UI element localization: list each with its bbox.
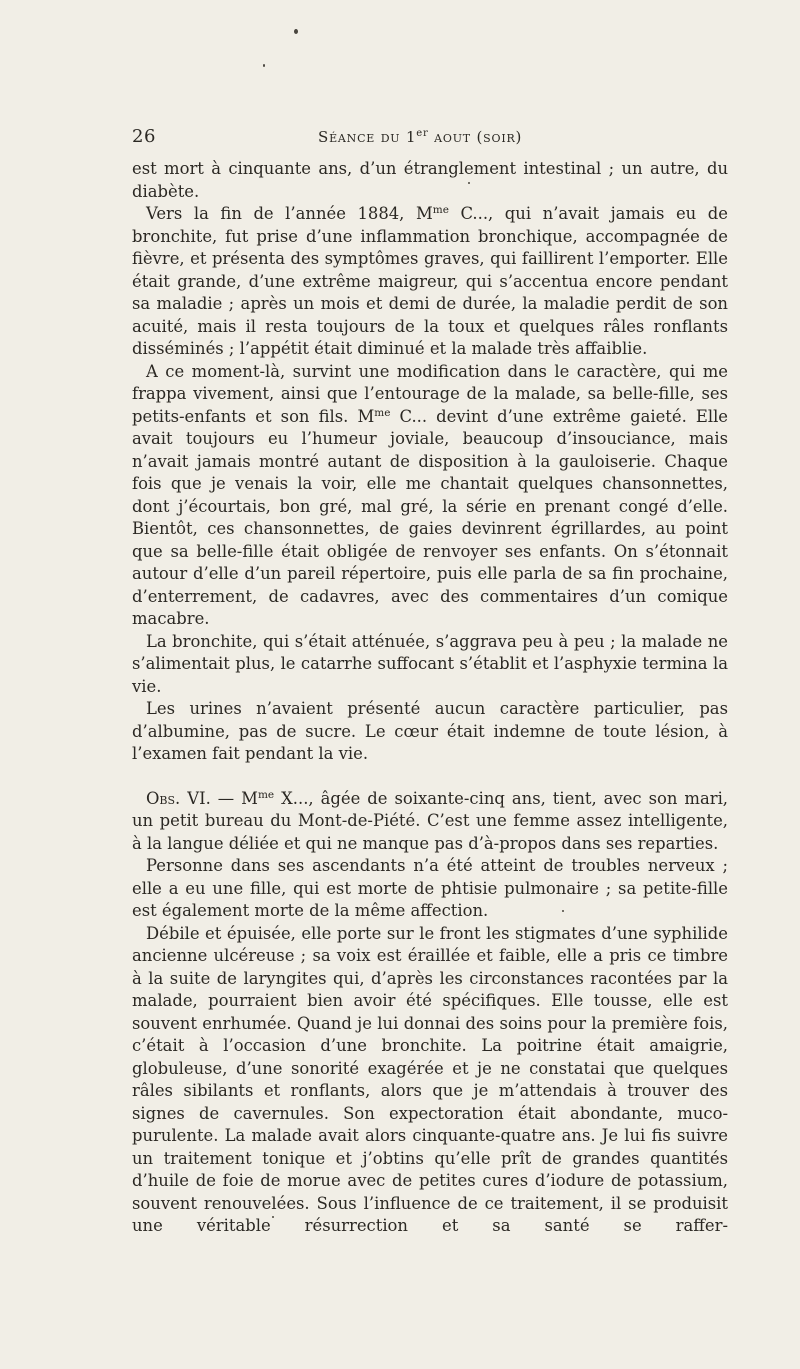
paragraph: Vers la fin de l’année 1884, $M^{me}$ C..., qui n’avait jamais eu de bronchite, fut prise d’une inflammation bronchique, accompagnée de fièvre, et présenta des symptômes graves, qui faillirent l’emporter. Elle était grande, d’une extrême maigreur, qui s’accentua encore pendant sa maladie ; après un mois et demi de durée, la maladie perdit de son acuité, mais il resta toujours de la toux et quelques râles ronflants disséminés ; l’appétit était diminué et la malade très affaiblie. — [132, 204, 728, 358]
body-text — [132, 158, 728, 1238]
running-title-part1: Séance du 1 — [318, 128, 417, 146]
running-title — [318, 128, 522, 146]
paragraph: Débile et épuisée, elle porte sur le front les stigmates d’une syphilide ancienne ulcéreuse ; sa voix est éraillée et faible, elle a pris ce timbre à la suite de laryngites qui, d’après les circonstances racontées par la malade, pourraient bien avoir été spécifiques. Elle tousse, elle est souvent enrhumée. Quand je lui donnai des soins pour la première fois, c’était à l’occasion d’une bronchite. La poitrine était amaigrie, globuleuse, d’une sonorité exagérée et je ne constatai que quelques râles sibilants et ronflants, alors que je m’attendais à trouver des signes de cavernules. Son expectoration était abondante, muco-purulente. La malade avait alors cinquante-quatre ans. Je lui fis suivre un traitement tonique et j’obtins qu’elle prît de grandes quantités d’huile de foie de morue avec de petites cures d’iodure de potassium, souvent renouvelées. Sous l’influence de ce traitement, il se produisit une véritable résurrection et sa santé se raffer- — [132, 923, 728, 1235]
observation-label: Obs. VI. — [146, 788, 211, 808]
observation-paragraph: Obs. VI. — $M^{me}$ X..., âgée de soixante-cinq ans, tient, avec son mari, un petit bureau du Mont-de-Piété. C’est une femme assez intelligente, à la langue déliée et qui ne manque pas d’à-propos dans ses reparties. — [132, 788, 729, 853]
running-header — [132, 126, 726, 152]
paragraph: A ce moment-là, survint une modification dans le caractère, qui me frappa vivement, ainsi que l’entourage de la malade, sa belle-fille, ses petits-enfants et son fils. $M^{me}$ C... devint d’une extrême gaieté. Elle avait toujours eu l’humeur joviale, beaucoup d’insouciance, mais n’avait jamais montré autant de disposition à la gauloiserie. Chaque fois que je venais la voir, elle me chantait quelques chansonnettes, dont j’écourtais, bon gré, mal gré, la série en prenant congé d’elle. Bientôt, ces chansonnettes, de gaies devinrent égrillardes, au point que sa belle-fille était obligée de renvoyer ses enfants. On s’étonnait autour d’elle d’un pareil répertoire, puis elle parla de sa fin prochaine, d’enterrement, de cadavres, avec des commentaires d’un comique macabre. — [132, 361, 729, 628]
ink-speck — [294, 29, 298, 34]
running-title-part2: aout (soir) — [428, 128, 523, 146]
running-title-sup: er — [416, 128, 429, 139]
ink-speck — [263, 64, 265, 67]
paragraph: Les urines n’avaient présenté aucun caractère particulier, pas d’albumine, pas de sucre. Le cœur était indemne de toute lésion, à l’examen fait pendant la vie. — [132, 699, 728, 763]
paragraph: Personne dans ses ascendants n’a été atteint de troubles nerveux ; elle a eu une fille, qui est morte de phtisie pulmonaire ; sa petite-fille est également morte de la même affection. — [132, 856, 728, 920]
page-number: 26 — [132, 126, 156, 147]
paragraph: est mort à cinquante ans, d’un étranglement intestinal ; un autre, du diabète. — [132, 159, 728, 201]
paragraph: La bronchite, qui s’était atténuée, s’aggrava peu à peu ; la malade ne s’alimentait plus, le catarrhe suffocant s’établit et l’asphyxie termina la vie. — [132, 631, 728, 696]
